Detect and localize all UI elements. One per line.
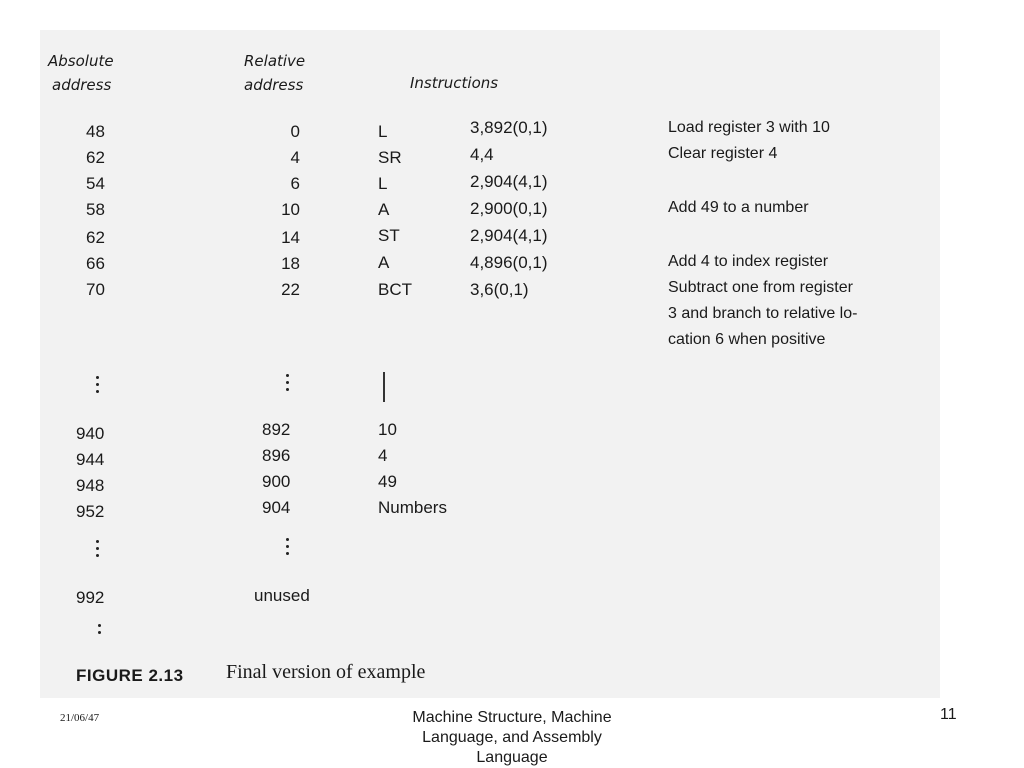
relative-address: 10 bbox=[281, 200, 300, 219]
relative-address: unused bbox=[254, 586, 310, 605]
operand: 4,4 bbox=[470, 145, 494, 164]
comment: Subtract one from register bbox=[668, 279, 853, 296]
comment: Clear register 4 bbox=[668, 145, 778, 162]
absolute-address: 62 bbox=[86, 228, 105, 247]
header-relative-line2: address bbox=[244, 76, 304, 94]
absolute-address: 66 bbox=[86, 254, 105, 273]
comment: Add 49 to a number bbox=[668, 199, 809, 216]
figure-label: FIGURE 2.13 bbox=[76, 666, 184, 685]
absolute-address: 58 bbox=[86, 200, 105, 219]
header-instructions: Instructions bbox=[410, 74, 499, 92]
footer-title-line: Language, and Assembly bbox=[422, 729, 602, 746]
ellipsis-dots bbox=[286, 538, 289, 559]
figure-caption: Final version of example bbox=[226, 661, 426, 683]
operand: 4,896(0,1) bbox=[470, 253, 548, 272]
footer-date: 21/06/47 bbox=[60, 712, 100, 724]
operand: 3,892(0,1) bbox=[470, 118, 548, 137]
relative-address: 22 bbox=[281, 280, 300, 299]
page-number: 11 bbox=[940, 706, 957, 723]
opcode: SR bbox=[378, 148, 402, 167]
relative-address: 6 bbox=[290, 174, 300, 193]
header-absolute-line2: address bbox=[52, 76, 112, 94]
comment-continuation: cation 6 when positive bbox=[668, 331, 826, 348]
opcode: L bbox=[378, 122, 388, 141]
opcode: BCT bbox=[378, 280, 412, 299]
header-absolute-line1: Absolute bbox=[48, 52, 114, 70]
comment: Load register 3 with 10 bbox=[668, 119, 830, 136]
absolute-address: 992 bbox=[76, 588, 105, 607]
data-value: 4 bbox=[378, 446, 388, 465]
relative-address: 18 bbox=[281, 254, 300, 273]
footer-title-line: Language bbox=[476, 749, 548, 766]
data-value: 10 bbox=[378, 420, 397, 439]
relative-address: 0 bbox=[290, 122, 300, 141]
header-relative-line1: Relative bbox=[244, 52, 306, 70]
absolute-address: 70 bbox=[86, 280, 105, 299]
relative-address: 892 bbox=[262, 420, 291, 439]
opcode: A bbox=[378, 200, 390, 219]
comment-continuation: 3 and branch to relative lo- bbox=[668, 305, 858, 322]
absolute-address: 48 bbox=[86, 122, 105, 141]
comment: Add 4 to index register bbox=[668, 253, 829, 270]
absolute-address: 952 bbox=[76, 502, 105, 521]
relative-address: 900 bbox=[262, 472, 291, 491]
opcode: ST bbox=[378, 226, 400, 245]
opcode: A bbox=[378, 253, 390, 272]
footer-title-line: Machine Structure, Machine bbox=[412, 709, 612, 726]
ellipsis-dots bbox=[96, 540, 99, 561]
data-value: 49 bbox=[378, 472, 397, 491]
absolute-address: 944 bbox=[76, 450, 105, 469]
absolute-address: 62 bbox=[86, 148, 105, 167]
ellipsis-dots bbox=[286, 374, 289, 395]
operand: 3,6(0,1) bbox=[470, 280, 529, 299]
absolute-address: 54 bbox=[86, 174, 105, 193]
ellipsis-line bbox=[383, 372, 385, 402]
absolute-address: 940 bbox=[76, 424, 105, 443]
relative-address: 896 bbox=[262, 446, 291, 465]
relative-address: 14 bbox=[281, 228, 300, 247]
footer-title bbox=[352, 708, 672, 768]
operand: 2,904(4,1) bbox=[470, 172, 548, 191]
data-value: Numbers bbox=[378, 498, 447, 517]
absolute-address: 948 bbox=[76, 476, 105, 495]
operand: 2,904(4,1) bbox=[470, 226, 548, 245]
ellipsis-dots bbox=[98, 624, 101, 638]
opcode: L bbox=[378, 174, 388, 193]
ellipsis-dots bbox=[96, 376, 99, 397]
relative-address: 4 bbox=[290, 148, 300, 167]
operand: 2,900(0,1) bbox=[470, 199, 548, 218]
relative-address: 904 bbox=[262, 498, 291, 517]
